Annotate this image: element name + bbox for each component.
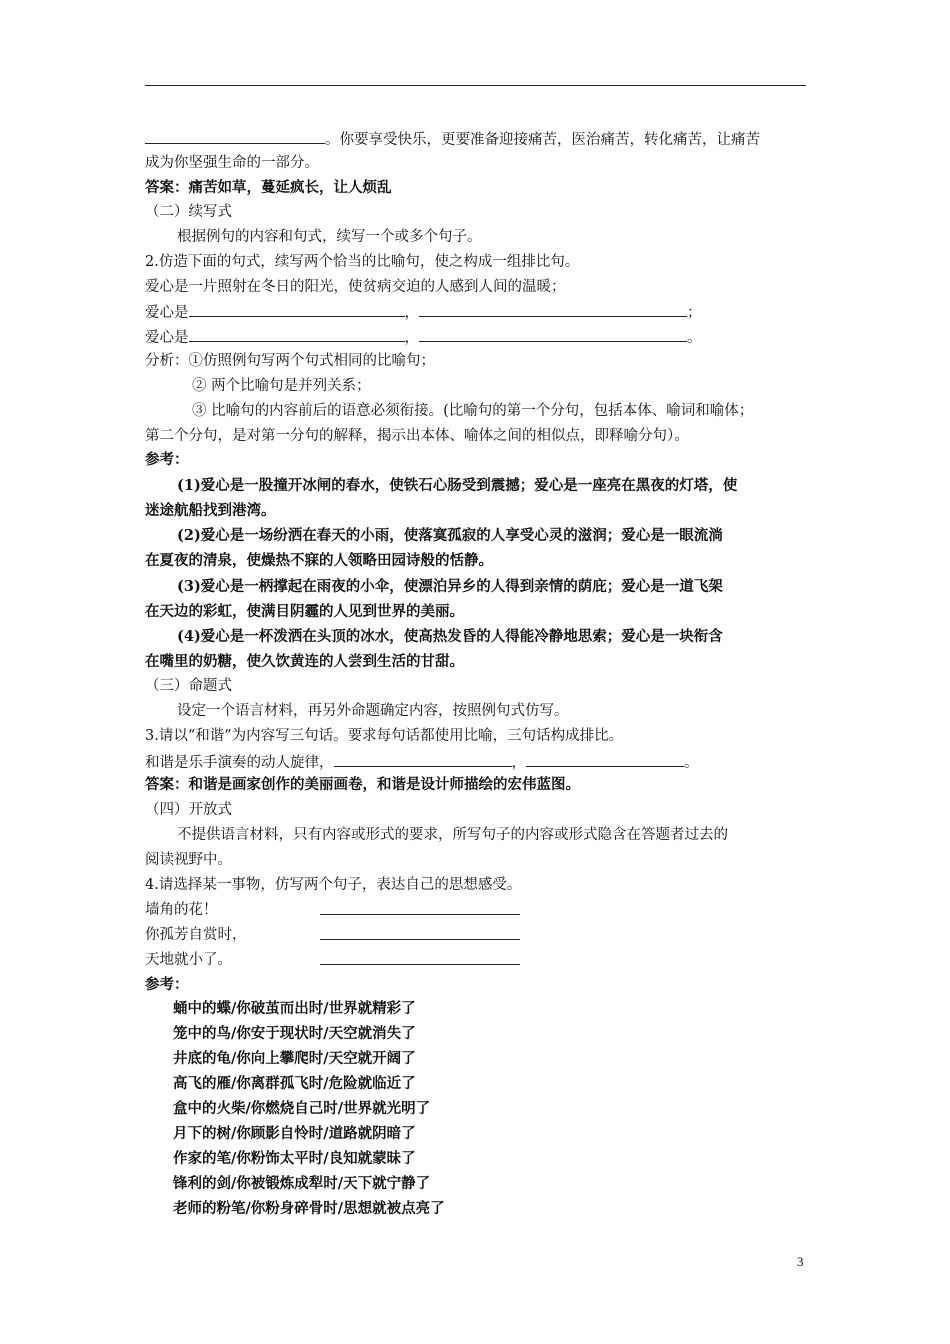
line-2: 成为你坚强生命的一部分。: [145, 155, 319, 171]
section-description: 设定一个语言材料，再另外命题确定内容，按照例句式仿写。: [177, 703, 569, 719]
analysis-4: 第二个分句，是对第一分句的解释，揭示出本体、喻体之间的相似点，即释喻分句）。: [145, 428, 689, 444]
section-description: 不提供语言材料，只有内容或形式的要求，所写句子的内容或形式隐含在答题者过去的: [177, 827, 728, 843]
reference-line: 笼中的鸟/你安于现状时/天空就消失了: [173, 1025, 416, 1042]
answer-blank[interactable]: [334, 751, 512, 767]
answer-blank[interactable]: [189, 326, 405, 342]
reference-1b: 迷途航船找到港湾。: [145, 502, 276, 519]
reference-line: 月下的树/你顾影自怜时/道路就阴暗了: [173, 1125, 416, 1142]
answer-3: 答案：和谐是画家创作的美丽画卷，和谐是设计师描绘的宏伟蓝图。: [145, 776, 580, 793]
reference-line: 高飞的雁/你离群孤飞时/危险就临近了: [173, 1075, 416, 1092]
analysis-2: ② 两个比喻句是并列关系；: [192, 378, 371, 394]
reference-3a: (3)爱心是一柄撑起在雨夜的小伞，使漂泊异乡的人得到亲情的荫庇；爱心是一道飞架: [177, 578, 723, 595]
poem-line-3: 天地就小了。: [145, 952, 232, 968]
section-description: 根据例句的内容和句式，续写一个或多个句子。: [177, 229, 482, 245]
poem-line-1: 墙角的花！: [145, 902, 218, 918]
reference-2b: 在夏夜的清泉，使燥热不寐的人领略田园诗般的恬静。: [145, 552, 493, 569]
reference-line: 作家的笔/你粉饰太平时/良知就蒙昧了: [173, 1150, 416, 1167]
answer-blank[interactable]: [189, 301, 405, 317]
reference-label-2: 参考：: [145, 976, 189, 993]
reference-label: 参考：: [145, 451, 189, 468]
page-number: 3: [797, 1254, 804, 1269]
reference-4a: (4)爱心是一杯泼洒在头顶的冰水，使高热发昏的人得能冷静地思索；爱心是一块衔含: [177, 628, 723, 645]
question-3: 3.请以“和谐”为内容写三句话。要求每句话都使用比喻，三句话构成排比。: [145, 728, 624, 744]
section-heading-3: （三）命题式: [145, 678, 232, 694]
answer-blank[interactable]: [419, 301, 687, 317]
question-2: 2.仿造下面的句式，续写两个恰当的比喻句，使之构成一组排比句。: [145, 254, 580, 270]
example-sentence: 爱心是一片照射在冬日的阳光，使贫病交迫的人感到人间的温暖；: [145, 279, 566, 295]
reference-4b: 在嘴里的奶糖，使久饮黄连的人尝到生活的甘甜。: [145, 653, 464, 670]
reference-line: 井底的龟/你向上攀爬时/天空就开阔了: [173, 1050, 416, 1067]
reference-3b: 在天边的彩虹，使满目阴霾的人见到世界的美丽。: [145, 603, 464, 620]
reference-line: 老师的粉笔/你粉身碎骨时/思想就被点亮了: [173, 1200, 445, 1217]
answer-blank[interactable]: [320, 949, 520, 965]
fill-line-2: 爱心是 ， 。: [145, 326, 702, 348]
line-1: 。你要享受快乐，更要准备迎接痛苦，医治痛苦，转化痛苦，让痛苦: [145, 128, 760, 150]
answer-blank[interactable]: [526, 751, 684, 767]
reference-1a: (1)爱心是一股撞开冰闸的春水，使铁石心肠受到震撼；爱心是一座亮在黑夜的灯塔，使: [177, 477, 738, 494]
section-heading-4: （四）开放式: [145, 802, 232, 818]
reference-line: 蛹中的蝶/你破茧而出时/世界就精彩了: [173, 1000, 416, 1017]
poem-line-2: 你孤芳自赏时，: [145, 927, 247, 943]
answer-1: 答案：痛苦如草，蔓延疯长，让人烦乱: [145, 179, 392, 196]
answer-blank[interactable]: [320, 899, 520, 915]
reference-line: 锋利的剑/你被锻炼成犁时/天下就宁静了: [173, 1175, 431, 1192]
section-description-cont: 阅读视野中。: [145, 852, 232, 868]
section-heading-2: （二）续写式: [145, 204, 232, 220]
question-4: 4.请选择某一事物，仿写两个句子，表达自己的思想感受。: [145, 877, 522, 893]
answer-blank[interactable]: [320, 924, 520, 940]
answer-blank[interactable]: [145, 128, 325, 144]
reference-line: 盒中的火柴/你燃烧自己时/世界就光明了: [173, 1100, 431, 1117]
fill-line-1: 爱心是 ， ；: [145, 301, 702, 323]
analysis-1: 分析：①仿照例句写两个句式相同的比喻句；: [145, 353, 435, 369]
analysis-3: ③ 比喻句的内容前后的语意必须衔接。(比喻句的第一个分句，包括本体、喻词和喻体；: [192, 403, 754, 419]
fill-line-3: 和谐是乐手演奏的动人旋律， ， 。: [145, 751, 699, 773]
answer-blank[interactable]: [419, 326, 687, 342]
reference-2a: (2)爱心是一场纷洒在春天的小雨，使落寞孤寂的人享受心灵的滋润；爱心是一眼流淌: [177, 527, 723, 544]
header-rule: [145, 85, 806, 86]
